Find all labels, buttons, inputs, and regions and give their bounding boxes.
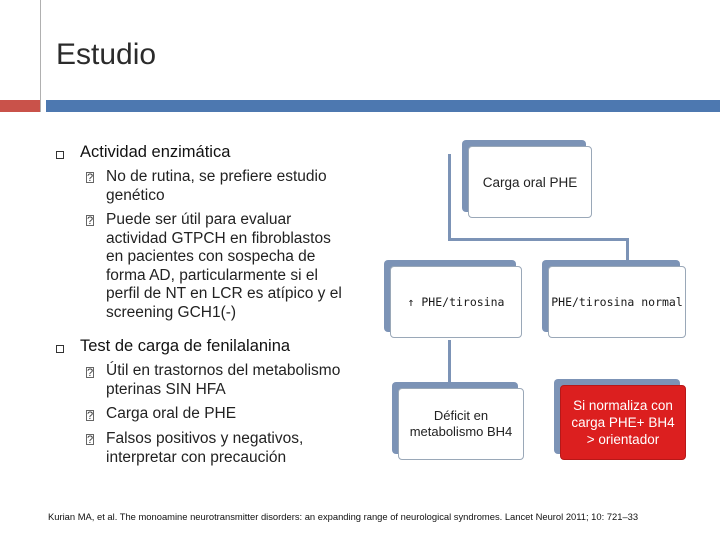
list-item: Puede ser útil para evaluar actividad GTPCH en fibroblastos en pacientes con sospecha de forma AD, particularmente si el perfil de NT en LCR es atípico y el screening GCH1(-) xyxy=(106,211,342,321)
list-item: Falsos positivos y negativos, interpretar con precaución xyxy=(106,430,304,466)
list-item: Carga oral de PHE xyxy=(106,405,237,422)
citation-footer: Kurian MA, et al. The monoamine neurotransmitter disorders: an expanding range of neurological syndromes. Lancet Neurol 2011; 10: 721–33 xyxy=(48,511,639,522)
connector xyxy=(448,238,629,241)
divider-vertical xyxy=(40,0,41,112)
bullet-icon xyxy=(56,151,64,159)
accent-bar-blue xyxy=(46,100,720,112)
diagram-right-child-box: Si normaliza con carga PHE+ BH4 > orientador xyxy=(560,385,686,460)
diagram-left-box: ↑ PHE/tirosina xyxy=(390,266,522,338)
list-item: Útil en trastornos del metabolismo pterinas SIN HFA xyxy=(106,362,341,398)
connector xyxy=(626,238,629,264)
sub-bullet-icon: ? xyxy=(87,215,94,227)
diagram-right-box: PHE/tirosina normal xyxy=(548,266,686,338)
section-heading: Test de carga de fenilalanina xyxy=(80,337,291,355)
bullet-icon xyxy=(56,345,64,353)
sub-bullet-icon: ? xyxy=(87,434,94,446)
sub-bullet-icon: ? xyxy=(87,410,94,422)
page-title: Estudio xyxy=(56,38,157,71)
accent-bar-red xyxy=(0,100,40,112)
connector xyxy=(448,340,451,382)
list-item: No de rutina, se prefiere estudio genético xyxy=(106,168,327,204)
connector xyxy=(448,154,451,240)
diagram-left-child-box: Déficit en metabolismo BH4 xyxy=(398,388,524,460)
sub-bullet-icon: ? xyxy=(87,172,94,184)
diagram-root-box: Carga oral PHE xyxy=(468,146,592,218)
sub-bullet-icon: ? xyxy=(87,367,94,379)
section-heading: Actividad enzimática xyxy=(80,143,231,161)
